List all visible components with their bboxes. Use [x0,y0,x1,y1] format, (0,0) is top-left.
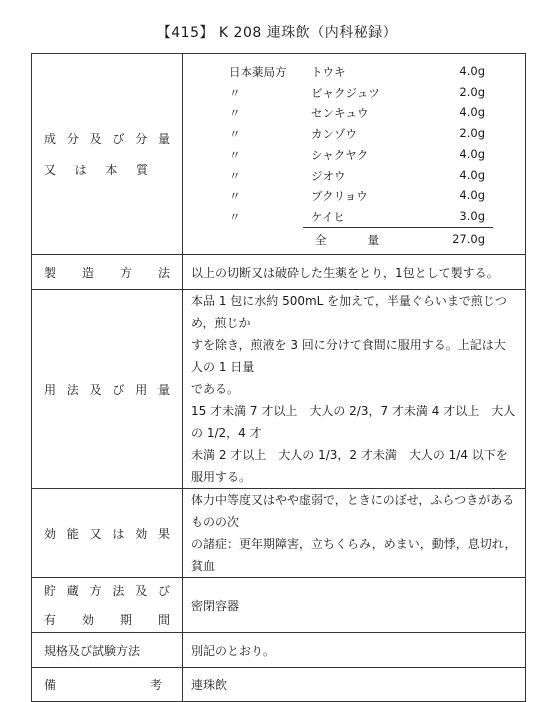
ingredient-name: トウキ [311,65,346,79]
label-char: 又 [44,163,57,177]
storage-label-line2 [44,611,170,628]
composition-values [183,54,526,255]
effects-label-text [44,525,170,542]
ingredient-source: 〃 [229,189,241,204]
ingredient-row [183,126,525,147]
storage-label-line1 [44,582,170,599]
ingredient-source: 〃 [229,127,241,142]
remarks-row [32,668,526,702]
remarks-label [32,668,183,702]
label-char: 方 [119,265,132,280]
label-char: 備 [44,678,57,692]
ingredient-source: 〃 [229,85,241,100]
label-char: 全 [315,232,327,247]
total-label [315,232,379,248]
composition-label [32,54,183,255]
effects-line: 体力中等度又はやや虚弱で，ときにのぼせ，ふらつきがあるものの次 [191,493,515,529]
ingredient-source: 〃 [229,168,241,183]
label-char: 製 [44,265,57,280]
label-char: 分 [66,132,79,146]
label-char: 分 [135,132,148,146]
label-char: 質 [135,163,148,177]
label-char: 成 [44,132,57,146]
ingredient-name: ジオウ [311,168,346,183]
label-char: 効 [81,613,94,627]
label-char: 間 [157,613,170,627]
ingredient-name: ケイヒ [311,209,345,224]
composition-label-line1 [44,130,170,147]
dosage-row [32,290,526,489]
ingredient-amount: 4.0g [459,64,485,78]
label-char: 法 [66,382,79,397]
label-char: 考 [149,678,162,692]
label-char: 効 [44,526,57,541]
ingredient-amount: 4.0g [459,188,485,203]
ingredient-name: シャクヤク [311,147,369,162]
label-char: 及 [89,132,102,146]
label-char: び [157,584,170,598]
label-char: 及 [89,382,102,397]
ingredient-amount: 4.0g [459,105,485,120]
spec-text: 別記のとおり。 [183,633,526,668]
remarks-text: 連珠飲 [183,668,526,702]
dosage-line: 15 才未満 7 才以上 大人の 2/3，7 才未満 4 才以上 大人の 1/2，4 才 [191,404,516,440]
total-amount: 27.0g [452,231,485,246]
dosage-label-text [44,381,170,398]
ingredient-list [183,54,525,254]
ingredient-row [183,188,525,209]
label-char: 期 [119,613,132,627]
ingredient-name: ビャクジュツ [311,85,380,100]
effects-line: の諸症：更年期障害，立ちくらみ，めまい，動悸，息切れ，貧血 [191,537,517,573]
composition-row [32,54,526,255]
storage-text: 密閉容器 [183,578,526,633]
label-char: 用 [44,382,57,397]
label-char: 有 [44,613,57,627]
ingredient-amount: 2.0g [459,126,485,141]
label-char: び [112,382,125,397]
label-char: 及 [135,584,148,598]
ingredient-amount: 2.0g [459,84,485,99]
dosage-line: すを除き，煎液を 3 回に分けて食間に服用する。上記は大人の 1 日量 [191,338,506,374]
ingredient-amount: 4.0g [459,167,485,182]
label-char: 本 [105,163,118,177]
ingredient-amount: 3.0g [459,208,485,223]
method-label-text [44,264,170,281]
label-char: 又 [89,526,102,541]
ingredient-row [183,105,525,126]
method-text: 以上の切断又は破砕した生薬をとり，1包として製する。 [183,255,526,290]
label-char: 法 [157,265,170,280]
ingredient-name: ブクリョウ [311,189,368,204]
label-char: 量 [157,132,170,146]
total-row [183,232,525,253]
ingredient-row [183,85,525,106]
remarks-label-text [44,676,170,693]
monograph-table [31,53,526,702]
label-char: 方 [89,584,102,598]
spec-label [32,633,183,668]
dosage-line: である。 [191,382,240,396]
dosage-line: 本品 1 包に水約 500mL を加えて，半量ぐらいまで煎じつめ，煎じか [191,294,507,330]
composition-label-line2 [44,161,170,178]
label-char: 貯 [44,584,57,598]
label-char: 効 [135,526,148,541]
effects-text [183,489,526,578]
ingredient-source: 〃 [229,209,241,224]
dosage-text [183,290,526,489]
label-char: 果 [157,526,170,541]
label-char: 能 [66,526,79,541]
total-divider [303,227,493,228]
label-char: は [74,163,87,177]
ingredient-row [183,64,525,85]
method-row [32,255,526,290]
label-char: 蔵 [66,584,79,598]
document-title: 【415】 K 208 連珠飲（内科秘録） [156,25,398,41]
ingredient-source: 〃 [229,147,241,162]
label-char: 量 [157,382,170,397]
spec-label-text: 規格及び試験方法 [44,643,141,658]
label-char: は [112,526,125,541]
label-char: 造 [81,265,94,280]
dosage-line: 未満 2 才以上 大人の 1/3，2 才未満 大人の 1/4 以下を服用する。 [191,448,508,484]
ingredient-source: 日本薬局方 [229,65,287,79]
storage-row [32,578,526,633]
ingredient-amount: 4.0g [459,146,485,161]
spec-row [32,633,526,668]
ingredient-name: カンゾウ [311,127,357,142]
dosage-label [32,290,183,489]
ingredient-row [183,168,525,189]
ingredient-name: センキュウ [311,106,369,121]
method-label [32,255,183,290]
effects-row [32,489,526,578]
effects-label [32,489,183,578]
label-char: 量 [367,232,379,247]
label-char: 法 [112,584,125,598]
storage-label [32,578,183,633]
label-char: び [112,132,125,146]
ingredient-source: 〃 [229,106,241,121]
label-char: 用 [135,382,148,397]
ingredient-row [183,147,525,168]
